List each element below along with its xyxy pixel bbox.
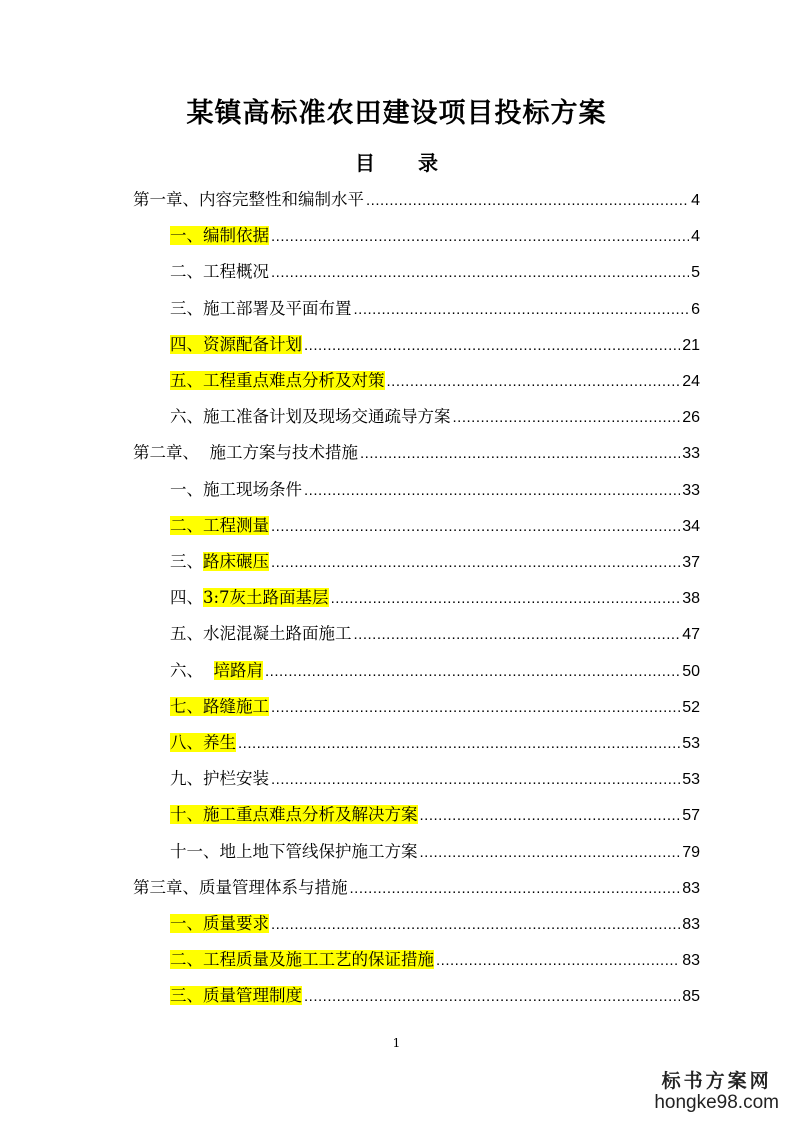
toc-entry-label <box>170 331 302 359</box>
toc-entry[interactable] <box>170 729 700 757</box>
toc-entry-label <box>133 439 358 467</box>
toc-entry-text: 六、施工准备计划及现场交通疏导方案 <box>170 407 451 427</box>
toc-entry-text: 四、资源配备计划 <box>170 334 302 354</box>
toc-entry-highlight: 3:7灰土路面基层 <box>203 588 329 608</box>
toc-leader-dots <box>420 802 681 830</box>
document-title: 某镇高标准农田建设项目投标方案 <box>186 98 607 129</box>
toc-entry-text: 十一、地上地下管线保护施工方案 <box>170 841 418 861</box>
toc-page-number: 26 <box>682 409 700 427</box>
toc-leader-dots <box>354 621 681 649</box>
toc-entry-text: 二、工程测量 <box>170 515 269 535</box>
toc-entry-text: 三、施工部署及平面布置 <box>170 298 352 318</box>
toc-entry-label <box>170 946 434 974</box>
toc-entry[interactable] <box>170 838 700 866</box>
toc-leader-dots <box>265 658 680 686</box>
toc-entry[interactable] <box>170 946 700 974</box>
toc-page-number: 53 <box>682 735 700 752</box>
toc-page-number: 34 <box>682 517 700 535</box>
toc-entry-label <box>170 982 302 1010</box>
toc-page-number: 5 <box>691 264 700 282</box>
page-number: 1 <box>392 1036 401 1050</box>
toc-entry-text: 五、工程重点难点分析及对策 <box>170 371 385 390</box>
toc-entry[interactable] <box>170 548 700 576</box>
toc-entry-highlight: 培路肩 <box>213 660 263 680</box>
toc-entry[interactable] <box>170 657 700 685</box>
toc-entry-label <box>170 403 451 431</box>
toc-entry[interactable] <box>170 801 700 829</box>
toc-entry[interactable] <box>133 186 700 214</box>
toc-entry-label <box>170 910 269 938</box>
toc-page-number: 38 <box>682 590 700 608</box>
toc-entry-text: 五、水泥混凝土路面施工 <box>170 624 352 644</box>
toc-entry-text: 第二章、 施工方案与技术措施 <box>133 443 358 463</box>
toc-entry-label <box>170 657 263 685</box>
toc-page-number: 6 <box>691 300 700 318</box>
toc-entry-text: 一、编制依据 <box>170 226 269 246</box>
toc-page-number: 47 <box>682 626 700 644</box>
toc-leader-dots <box>366 187 689 215</box>
toc-leader-dots <box>271 549 680 577</box>
toc-page-number: 83 <box>682 879 700 897</box>
toc-entry-label <box>170 367 385 395</box>
toc-page-number: 21 <box>682 336 700 354</box>
toc-entry-label <box>170 295 352 323</box>
toc-leader-dots <box>271 911 680 939</box>
toc-entry[interactable] <box>170 982 700 1010</box>
toc-entry[interactable] <box>170 620 700 648</box>
toc-entry-label <box>170 222 269 250</box>
toc-leader-dots <box>453 404 681 432</box>
toc-entry[interactable] <box>170 910 700 938</box>
toc-entry-text: 三、质量管理制度 <box>170 986 302 1006</box>
toc-entry-label <box>133 186 364 214</box>
toc-page-number: 33 <box>682 481 700 499</box>
toc-entry-label <box>170 801 418 829</box>
toc-leader-dots <box>436 947 680 975</box>
toc-entry[interactable] <box>170 403 700 431</box>
watermark-title: 标书方案网 <box>661 1070 772 1092</box>
toc-entry[interactable] <box>170 476 700 504</box>
toc-page-number: 83 <box>682 916 700 933</box>
toc-leader-dots <box>271 223 689 251</box>
toc-entry-label <box>170 548 269 576</box>
toc-entry-text: 二、工程概况 <box>170 262 269 282</box>
toc-entry-label <box>170 765 269 793</box>
toc-page-number: 79 <box>682 843 700 861</box>
toc-entry[interactable] <box>170 512 700 540</box>
toc-entry[interactable] <box>170 222 700 250</box>
toc-entry-text: 八、养生 <box>170 733 236 752</box>
toc-leader-dots <box>350 875 681 903</box>
toc-entry-text: 第一章、内容完整性和编制水平 <box>133 190 364 209</box>
toc-page-number: 85 <box>682 988 700 1006</box>
toc-entry-label <box>170 512 269 540</box>
toc-entry-text: 九、护栏安装 <box>170 769 269 789</box>
toc-entry-label <box>170 693 269 721</box>
toc-entry[interactable] <box>170 367 700 395</box>
toc-entry-label <box>170 258 269 286</box>
toc-entry[interactable] <box>133 439 700 467</box>
toc-leader-dots <box>304 332 680 360</box>
toc-leader-dots <box>360 440 680 468</box>
toc-entry-prefix: 三、 <box>170 552 203 571</box>
toc-page-number: 83 <box>682 952 700 970</box>
toc-heading: 目 录 <box>355 151 456 175</box>
toc-entry-label <box>170 729 236 757</box>
toc-entry-label <box>170 584 329 612</box>
toc-entry-text: 二、工程质量及施工工艺的保证措施 <box>170 950 434 970</box>
toc-entry-prefix: 六、 <box>170 660 214 680</box>
toc-entry-prefix: 四、 <box>170 588 203 608</box>
toc-leader-dots <box>304 477 680 505</box>
toc-page-number: 57 <box>682 807 700 825</box>
toc-entry[interactable] <box>170 693 700 721</box>
toc-entry-highlight: 路床碾压 <box>203 552 269 571</box>
toc-entry[interactable] <box>170 765 700 793</box>
toc-entry-text: 十、施工重点难点分析及解决方案 <box>170 805 418 825</box>
watermark-url: hongke98.com <box>654 1092 779 1113</box>
toc-page-number: 52 <box>682 698 700 716</box>
toc-leader-dots <box>271 259 689 287</box>
toc-page-number: 37 <box>682 554 700 571</box>
toc-leader-dots <box>238 730 680 758</box>
toc-page-number: 4 <box>691 192 700 209</box>
toc-entry-label <box>170 838 418 866</box>
toc-leader-dots <box>271 513 680 541</box>
toc-entry-label <box>133 874 348 902</box>
toc-leader-dots <box>271 766 680 794</box>
toc-entry-text: 一、施工现场条件 <box>170 479 302 499</box>
toc-entry-label <box>170 620 352 648</box>
toc-entry[interactable] <box>170 258 700 286</box>
toc-page-number: 53 <box>682 771 700 789</box>
toc-leader-dots <box>420 839 681 867</box>
toc-entry-label <box>170 476 302 504</box>
toc-entry[interactable] <box>170 584 700 612</box>
toc-page-number: 50 <box>682 662 700 680</box>
toc-entry[interactable] <box>170 331 700 359</box>
toc-leader-dots <box>354 296 690 324</box>
toc-page-number: 33 <box>682 445 700 463</box>
toc-leader-dots <box>387 368 681 396</box>
watermark <box>654 1070 779 1114</box>
toc-entry-text: 七、路缝施工 <box>170 696 269 716</box>
toc-entry-text: 第三章、质量管理体系与措施 <box>133 877 348 897</box>
toc-entry[interactable] <box>133 874 700 902</box>
toc-entry-text: 一、质量要求 <box>170 914 269 933</box>
toc-leader-dots <box>271 694 680 722</box>
toc-leader-dots <box>304 983 680 1011</box>
toc-page-number: 24 <box>682 373 700 390</box>
toc-leader-dots <box>331 585 681 613</box>
toc-page-number: 4 <box>691 228 700 246</box>
toc-entry[interactable] <box>170 295 700 323</box>
